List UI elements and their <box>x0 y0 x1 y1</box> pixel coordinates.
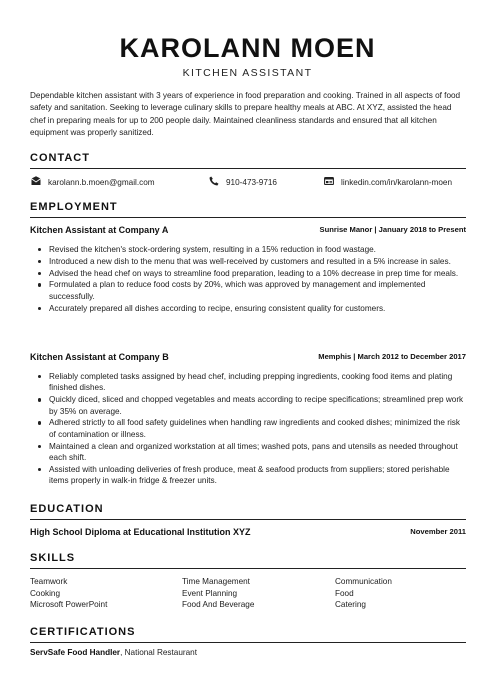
job-location-dates: Sunrise Manor | January 2018 to Present <box>319 225 466 234</box>
skill-item: Food And Beverage <box>182 600 255 609</box>
contact-row <box>30 176 466 190</box>
job-title: Kitchen Assistant at Company B <box>30 352 169 362</box>
skill-item: Cooking <box>30 588 61 598</box>
skills-section-title: SKILLS <box>30 552 466 569</box>
skill-item: Time Management <box>182 577 250 586</box>
skill-item: Event Planning <box>182 588 238 598</box>
skills-column <box>182 576 254 611</box>
phone-text: 910-473-9716 <box>226 177 277 187</box>
phone-icon <box>209 176 219 188</box>
skill-item: Catering <box>335 600 366 609</box>
skill-item: Food <box>335 588 354 598</box>
contact-phone[interactable] <box>209 176 277 188</box>
list-item: Formulated a plan to reduce food costs by 20%, which was approved by management and implemented successfully. <box>30 279 466 302</box>
list-item: Reliably completed tasks assigned by head chef, including prepping ingredients, cooking food items and plating finished dishes. <box>30 371 466 394</box>
certifications-section-title: CERTIFICATIONS <box>30 626 466 643</box>
list-item: Revised the kitchen's stock-ordering system, resulting in a 15% reduction in food wastage. <box>30 244 466 255</box>
certification-issuer: , National Restaurant <box>120 648 198 657</box>
skill-item: Teamwork <box>30 577 68 586</box>
list-item: Advised the head chef on ways to streamline food preparation, leading to a 10% decrease in prep time for meals. <box>30 268 466 279</box>
job-location-dates: Memphis | March 2012 to December 2017 <box>318 352 466 361</box>
job-title: Kitchen Assistant at Company A <box>30 225 169 235</box>
job-bullets <box>30 244 466 314</box>
contact-email[interactable] <box>31 176 155 188</box>
profile-summary: Dependable kitchen assistant with 3 years of experience in food preparation and cooking. Trained in all aspects of food safety and sanitation. Seeking to leverage culinary skills to prepare healthy meals at ABC. At XYZ, assisted the head chef in preparing meals for up to 200 people daily. Maintained cleanliness standards and ensured that all kitchen equipment was properly sanitized. <box>30 91 461 138</box>
email-icon <box>31 176 41 188</box>
email-text: karolann.b.moen@gmail.com <box>48 177 155 187</box>
certification-entry <box>30 648 197 657</box>
contact-linkedin[interactable] <box>324 176 452 188</box>
contact-section-title: CONTACT <box>30 152 466 169</box>
candidate-role: KITCHEN ASSISTANT <box>182 67 313 79</box>
education-section-title: EDUCATION <box>30 503 466 520</box>
list-item: Accurately prepared all dishes according to recipe, ensuring consistent quality for customers. <box>30 303 466 314</box>
job-header <box>30 225 466 237</box>
skills-column <box>30 576 107 611</box>
linkedin-text: linkedin.com/in/karolann-moen <box>341 177 453 187</box>
job-header <box>30 352 466 364</box>
linkedin-icon <box>324 176 334 188</box>
skill-item: Communication <box>335 577 392 586</box>
certification-name: ServSafe Food Handler <box>30 648 121 657</box>
list-item: Quickly diced, sliced and chopped vegetables and meats according to recipe specifications; streamlined prep work by 35% on average. <box>30 394 466 417</box>
education-date: November 2011 <box>410 527 466 536</box>
list-item: Maintained a clean and organized workstation at all times; washed pots, pans and utensils as needed throughout each shift. <box>30 441 466 464</box>
candidate-name: KAROLANN MOEN <box>119 33 376 63</box>
employment-section-title: EMPLOYMENT <box>30 201 466 218</box>
list-item: Introduced a new dish to the menu that was well-received by customers and resulted in a 5% increase in sales. <box>30 256 466 267</box>
list-item: Assisted with unloading deliveries of fresh produce, meat & seafood products from suppliers; stored perishable items properly in walk-in fridge & freezer units. <box>30 464 466 487</box>
degree-title: High School Diploma at Educational Institution XYZ <box>30 527 251 537</box>
skill-item: Microsoft PowerPoint <box>30 600 108 609</box>
job-bullets <box>30 371 466 487</box>
education-entry <box>30 527 466 539</box>
list-item: Adhered strictly to all food safety guidelines when handling raw ingredients and cooked dishes; minimized the risk of contamination or illness. <box>30 417 466 440</box>
skills-column <box>335 576 392 611</box>
